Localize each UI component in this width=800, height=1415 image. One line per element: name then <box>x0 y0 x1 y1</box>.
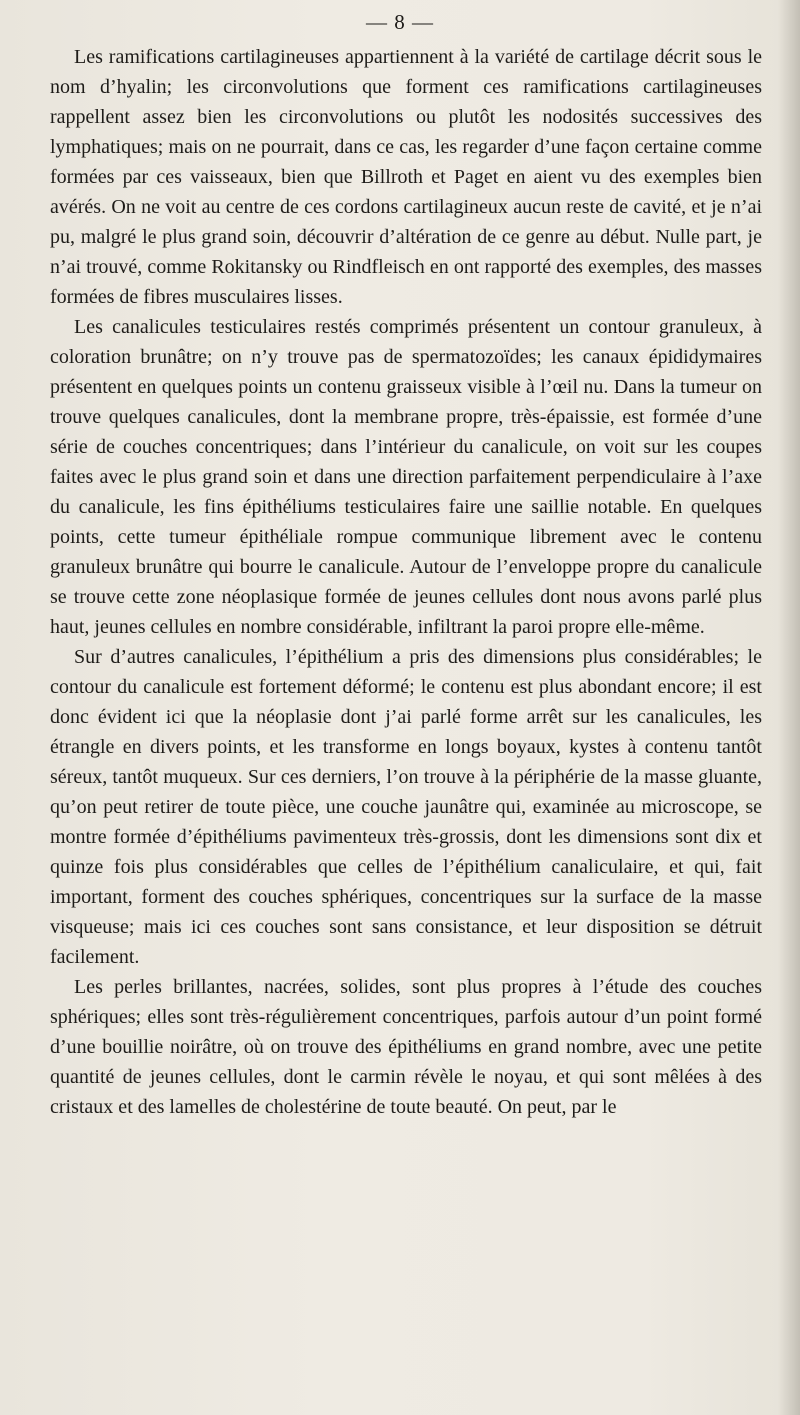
paragraph-ramifications: Les ramifications cartilagineuses appartiennent à la variété de cartilage décrit sous le nom d’hyalin; les circonvolutions que forment ces ramifications cartilagineuses rappellent assez bien les circonvolutions ou plutôt les nodosités successives des lymphatiques; mais on ne pourrait, dans ce cas, les regarder d’une façon certaine comme formées par ces vaisseaux, bien que Billroth et Paget en aient vu des exemples bien avérés. On ne voit au centre de ces cordons cartilagineux aucun reste de cavité, et je n’ai pu, malgré le plus grand soin, découvrir d’altération de ce genre au début. Nulle part, je n’ai trouvé, comme Rokitansky ou Rindfleisch en ont rapporté des exemples, des masses formées de fibres musculaires lisses. <box>50 46 762 308</box>
paragraph-autres-canalicules: Sur d’autres canalicules, l’épithélium a pris des dimensions plus considérables; le contour du canalicule est fortement déformé; le contenu est plus abondant encore; il est donc évident ici que la néoplasie dont j’ai parlé forme arrêt sur les canalicules, les étrangle en divers points, et les transforme en longs boyaux, kystes à contenu tantôt séreux, tantôt muqueux. Sur ces derniers, l’on trouve à la périphérie de la masse gluante, qu’on peut retirer de toute pièce, une couche jaunâtre qui, examinée au microscope, se montre formée d’épithéliums pavimenteux très-grossis, dont les dimensions sont dix et quinze fois plus considérables que celles de l’épithélium canaliculaire, et qui, fait important, forment des couches sphériques, concentriques sur la surface de la masse visqueuse; mais ici ces couches sont sans consistance, et leur disposition se détruit facilement. <box>50 646 762 968</box>
body-text <box>50 42 762 1122</box>
page-number: — 8 — <box>366 10 434 34</box>
paragraph-perles-brillantes: Les perles brillantes, nacrées, solides, sont plus propres à l’étude des couches sphériques; elles sont très-régulièrement concentriques, parfois autour d’un point formé d’une bouillie noirâtre, où on trouve des épithéliums en grand nombre, avec une petite quantité de jeunes cellules, dont le carmin révèle le noyau, et qui sont mêlées à des cristaux et des lamelles de cholestérine de toute beauté. On peut, par le <box>50 976 762 1118</box>
paragraph-canalicules-testiculaires: Les canalicules testiculaires restés comprimés présentent un contour granuleux, à coloration brunâtre; on n’y trouve pas de spermatozoïdes; les canaux épididymaires présentent en quelques points un contenu graisseux visible à l’œil nu. Dans la tumeur on trouve quelques canalicules, dont la membrane propre, très-épaissie, est formée d’une série de couches concentriques; dans l’intérieur du canalicule, on voit sur les coupes faites avec le plus grand soin et dans une direction parfaitement perpendiculaire à l’axe du canalicule, les fins épithéliums testiculaires faire une saillie notable. En quelques points, cette tumeur épithéliale rompue communique librement avec le contenu granuleux brunâtre qui bourre le canalicule. Autour de l’enveloppe propre du canalicule se trouve cette zone néoplasique formée de jeunes cellules dont nous avons parlé plus haut, jeunes cellules en nombre considérable, infiltrant la paroi propre elle-même. <box>50 316 762 638</box>
page-edge-shadow <box>778 0 800 1415</box>
